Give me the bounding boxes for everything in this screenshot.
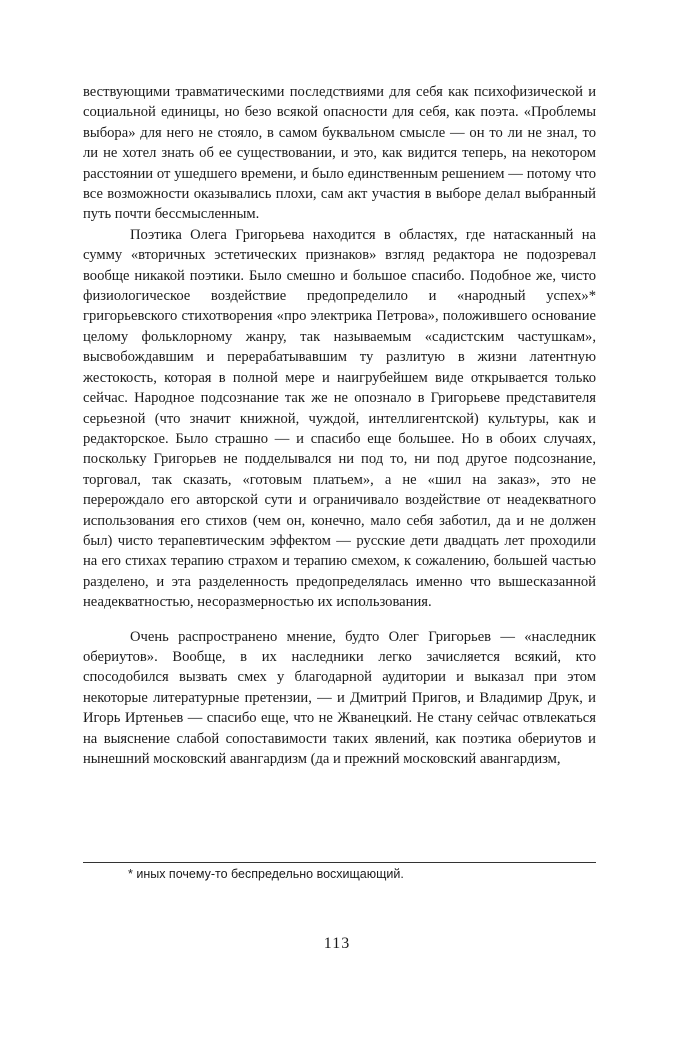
footnote: * иных почему-то беспредельно восхищающий. [128, 867, 404, 881]
paragraph-poetics: Поэтика Олега Григорьева находится в областях, где натасканный на сумму «вторичных эстетических признаков» взгляд редактора не подозревал вообще никакой поэтики. Было смешно и большое спасибо. Подобное же, чисто физиологическое воздействие предопределило и «народный успех»* григорьевского стихотворения «про электрика Петрова», положившего основание целому фольклорному жанру, так называемым «садистским частушкам», высвобождавшим и перерабатывавшим ту разлитую в жизни латентную жестокость, которая в полной мере и наигрубейшем виде открывается только сейчас. Народное подсознание так же не опознало в Григорьеве представителя серьезной (что значит книжной, чуждой, интеллигентской) культуры, как и редакторское. Было страшно — и спасибо еще большее. Но в обоих случаях, поскольку Григорьев не подделывался ни под то, ни под другое подсознание, торговал, так сказать, «готовым платьем», а не «шил на заказ», это не перерождало его авторской сути и ограничивало воздействие от неадекватного использования его стихов (чем он, конечно, мало себя заботил, да и не должен был) чисто терапевтическим эффектом — русские дети двадцать лет проходили на его стихах терапию страхом и терапию смехом, к сожалению, большей частью разделено, и эта разделенность предопределялась именно что вышесказанной неадекватностью, несоразмерностью их использования. [83, 226, 596, 611]
paragraph-continuation: вествующими травматическими последствиями для себя как психофизической и социальной единицы, но безо всякой опасности для себя, как поэта. «Проблемы выбора» для него не стояло, в самом буквальном смысле — он то ли не знал, то ли не хотел знать об ее существовании, и это, как видится теперь, на некотором расстоянии от ушедшего времени, и было единственным решением — потому что все возможности оказывались плохи, сам акт участия в выборе делал выбранный путь почти бессмысленным. [83, 84, 596, 223]
page-number: 113 [323, 935, 351, 952]
footnote-rule [83, 862, 596, 863]
body-text [83, 82, 596, 769]
paragraph-oberiu: Очень распространено мнение, будто Олег Григорьев — «наследник обериутов». Вообще, в их наследники легко зачисляется всякий, кто спосодобился вызвать смех у благодарной аудитории и выказал при этом некоторые литературные претензии, — и Дмитрий Пригов, и Владимир Друк, и Игорь Иртеньев — спасибо еще, что не Жванецкий. Не стану сейчас отвлекаться на выяснение слабой сопоставимости таких явлений, как поэтика обериутов и нынешний московский авангардизм (да и прежний московский авангардизм, [83, 628, 596, 767]
